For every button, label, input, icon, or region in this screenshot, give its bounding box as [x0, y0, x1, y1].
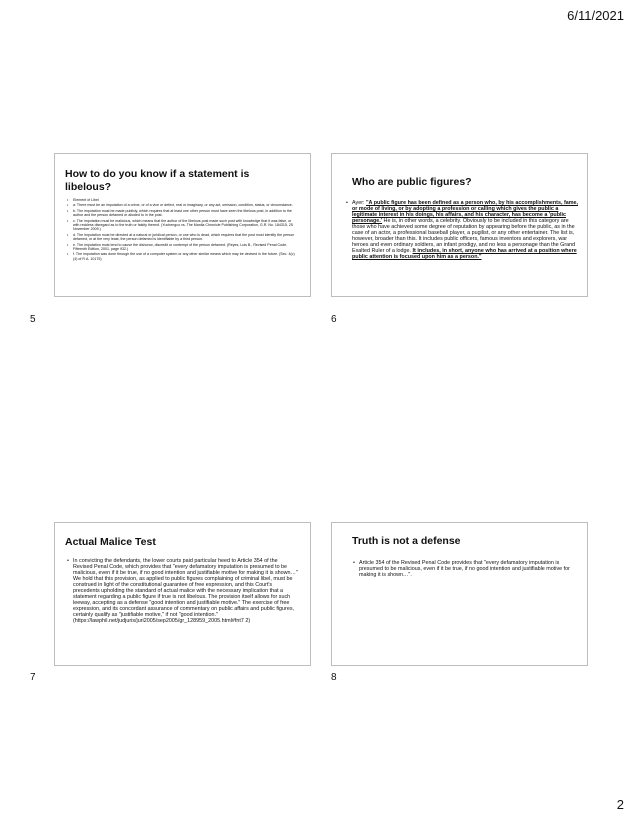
- list-item: • e. The imputation must tend to cause the dishonor, discredit or contempt of the person defamed. (Reyes, Luis B., Revised Penal Code, Fifteenth Edition, 2001, page 932.): [73, 243, 296, 252]
- bullet-list: [66, 558, 298, 624]
- slide-number: 8: [331, 672, 337, 683]
- bullet-list: [345, 200, 579, 260]
- slide-number: 7: [30, 672, 36, 683]
- slide-7: [54, 522, 311, 666]
- slide-number: 6: [331, 314, 337, 325]
- body-text: In convicting the defendants, the lower courts paid particular heed to Article 354 of the Revised Penal Code, which provides that "every defamatory imputation is presumed to be malicious, even if it be true, if no good intention and justifiable motive for making it is shown…" We hold that this provision, as applied to public figures complaining of criminal libel, must be construed in light of the constitutional guarantee of free expression, and this Court's precedents upholding the standard of actual malice with the necessary implication that a statement regarding a public figure if true is not libelous. The provision itself allows for such leeway, accepting as a defense "good intention and justifiable motive." The exercise of free expression, and its concordant assurance of commentary on public affairs and public figures, certainly qualify as "justifiable motive," if not "good intention.": [73, 558, 298, 618]
- bold-quote: "A public figure has been defined as a person who, by his accomplishments, fame, or mode of living, or by adopting a profession or calling which gives the public a legitimate interest in his doings, his affairs, and his character, has become a 'public personage.': [352, 200, 579, 224]
- source-link: (https://lawphil.net/judjuris/juri2005/sep2005/gr_128959_2005.html#fnt7 2): [73, 618, 251, 624]
- body-text: He is, in other words, a celebrity. Obviously to be included in this category are those who have achieved some degree of reputation by appearing before the public, as in the case of an actor, a professional baseball player, a pugilist, or any other entertainer. The list is, however, broader than this. It includes public officers, famous inventors and explorers, war heroes and even ordinary soldiers, an infant prodigy, and no less a personage than the Grand Exalted Ruler of a lodge.: [352, 218, 576, 254]
- slide-title: Actual Malice Test: [65, 536, 156, 548]
- list-item: [352, 200, 579, 260]
- print-date: 6/11/2021: [567, 8, 624, 23]
- list-item: [73, 558, 298, 624]
- bold-quote: It includes, in short, anyone who has arrived at a position where public attention is focused upon him as a person.": [352, 248, 577, 260]
- list-item: • a. There must be an imputation of a crime, or of a vice or defect, real or imaginary, or any act, omission, condition, status, or circumstance.: [73, 203, 296, 207]
- slide-6: [331, 153, 588, 297]
- list-item: • c. The imputation must be malicious, which means that the author of the libelous post made such post with knowledge that it was false, or with reckless disregard as to the truth or falsity thereof. (Yuchengco vs. The Manila Chronicle Publishing Corporation, G.R. No. 184315, 25 November 2009.): [73, 219, 296, 232]
- list-item: • d. The imputation must be directed at a natural or juridical person, or one who is dead, which requires that the post must identify the person defamed, or at the very least, the person defamed is identifiable by a third person.: [73, 233, 296, 242]
- bullet-list: [352, 560, 582, 578]
- slide-number: 5: [30, 314, 36, 325]
- speaker-label: Ayer:: [352, 200, 366, 206]
- bullet-list: [66, 198, 296, 261]
- list-item: • f. The imputation was done through the use of a computer system or any other similar means which may be devised in the future. (Sec. 4(c)(4) of R.A. 10175): [73, 252, 296, 261]
- slide-title: How to do you know if a statement is libelous?: [65, 168, 250, 193]
- page-number: 2: [616, 797, 624, 812]
- list-item: • b. The imputation must be made publicly, which requires that at least one other person must have seen the libelous post, in addition to the author and the person defamed or alluded to in the post.: [73, 209, 296, 218]
- slide-title: Who are public figures?: [352, 176, 472, 188]
- slide-5: [54, 153, 311, 297]
- list-item: • Article 354 of the Revised Penal Code provides that "every defamatory imputation is presumed to be malicious, even if it be true, if no good intention and justifiable motive for making it is shown…".: [359, 560, 582, 578]
- slide-8: [331, 522, 588, 666]
- slide-title: Truth is not a defense: [352, 535, 461, 547]
- list-item: • Element of Libel: [73, 198, 296, 202]
